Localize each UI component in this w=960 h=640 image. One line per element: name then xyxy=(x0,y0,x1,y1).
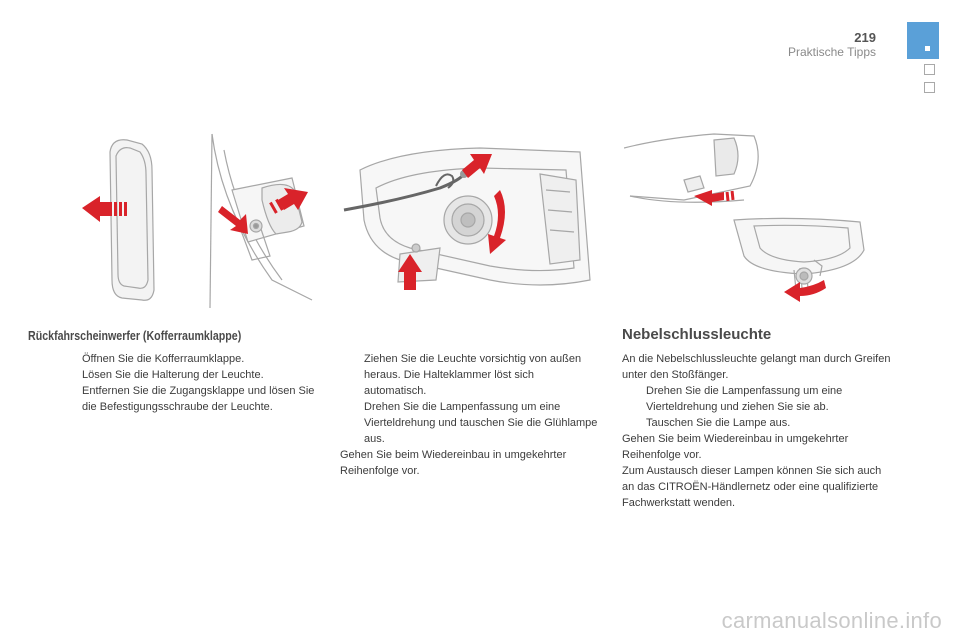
list-item-text: Drehen Sie die Lampenfassung um eine Vierteldrehung und tauschen Sie die Glühlampe aus. xyxy=(364,401,598,445)
fog-lamp-intro: An die Nebelschlussleuchte gelangt man durch Greifen unter den Stoßfänger. xyxy=(622,353,891,381)
list-item xyxy=(622,383,892,415)
list-item xyxy=(340,399,598,447)
chapter-tab xyxy=(907,22,939,59)
list-item xyxy=(58,367,320,383)
list-item-text: Entfernen Sie die Zugangsklappe und lösen Sie die Befestigungsschraube der Leuchte. xyxy=(82,385,315,413)
list-item-text: Lösen Sie die Halterung der Leuchte. xyxy=(82,369,264,381)
list-item xyxy=(622,415,892,431)
reassembly-note: Gehen Sie beim Wiedereinbau in umgekehrter Reihenfolge vor. xyxy=(622,433,849,461)
chapter-tab-marker xyxy=(925,46,930,51)
dealer-note: Zum Austausch dieser Lampen können Sie sich auch an das CITROËN-Händlernetz oder eine qualifizierte Fachwerkstatt wenden. xyxy=(622,465,882,509)
fog-lamp-figure xyxy=(624,130,880,308)
list-item-text: Tauschen Sie die Lampe aus. xyxy=(646,417,791,429)
tailgate-lamp-cover-figure xyxy=(72,130,318,308)
chapter-title: Praktische Tipps xyxy=(787,45,876,59)
lamp-unit-removal-figure xyxy=(340,130,596,308)
list-item xyxy=(58,351,320,367)
chapter-tab-box xyxy=(924,64,935,75)
list-item-text: Drehen Sie die Lampenfassung um eine Vierteldrehung und ziehen Sie sie ab. xyxy=(646,385,843,413)
list-item-text: Ziehen Sie die Leuchte vorsichtig von außen heraus. Die Halteklammer löst sich automatisch. xyxy=(364,353,582,397)
reversing-lamp-steps-column-2 xyxy=(340,351,598,479)
page-number: 219 xyxy=(854,30,876,45)
watermark-text: carmanualsonline.info xyxy=(721,608,942,633)
chapter-tab-box xyxy=(924,82,935,93)
reassembly-note: Gehen Sie beim Wiedereinbau in umgekehrter Reihenfolge vor. xyxy=(340,449,567,477)
fog-lamp-text-column xyxy=(622,351,892,511)
section-title-reversing-lamp: Rückfahrscheinwerfer (Kofferraumklappe) xyxy=(28,328,242,343)
section-title-fog-lamp: Nebelschlussleuchte xyxy=(622,326,772,343)
list-item xyxy=(340,351,598,399)
reversing-lamp-steps-column-1 xyxy=(58,351,320,415)
list-item xyxy=(58,383,320,415)
list-item-text: Öffnen Sie die Kofferraumklappe. xyxy=(82,353,245,365)
